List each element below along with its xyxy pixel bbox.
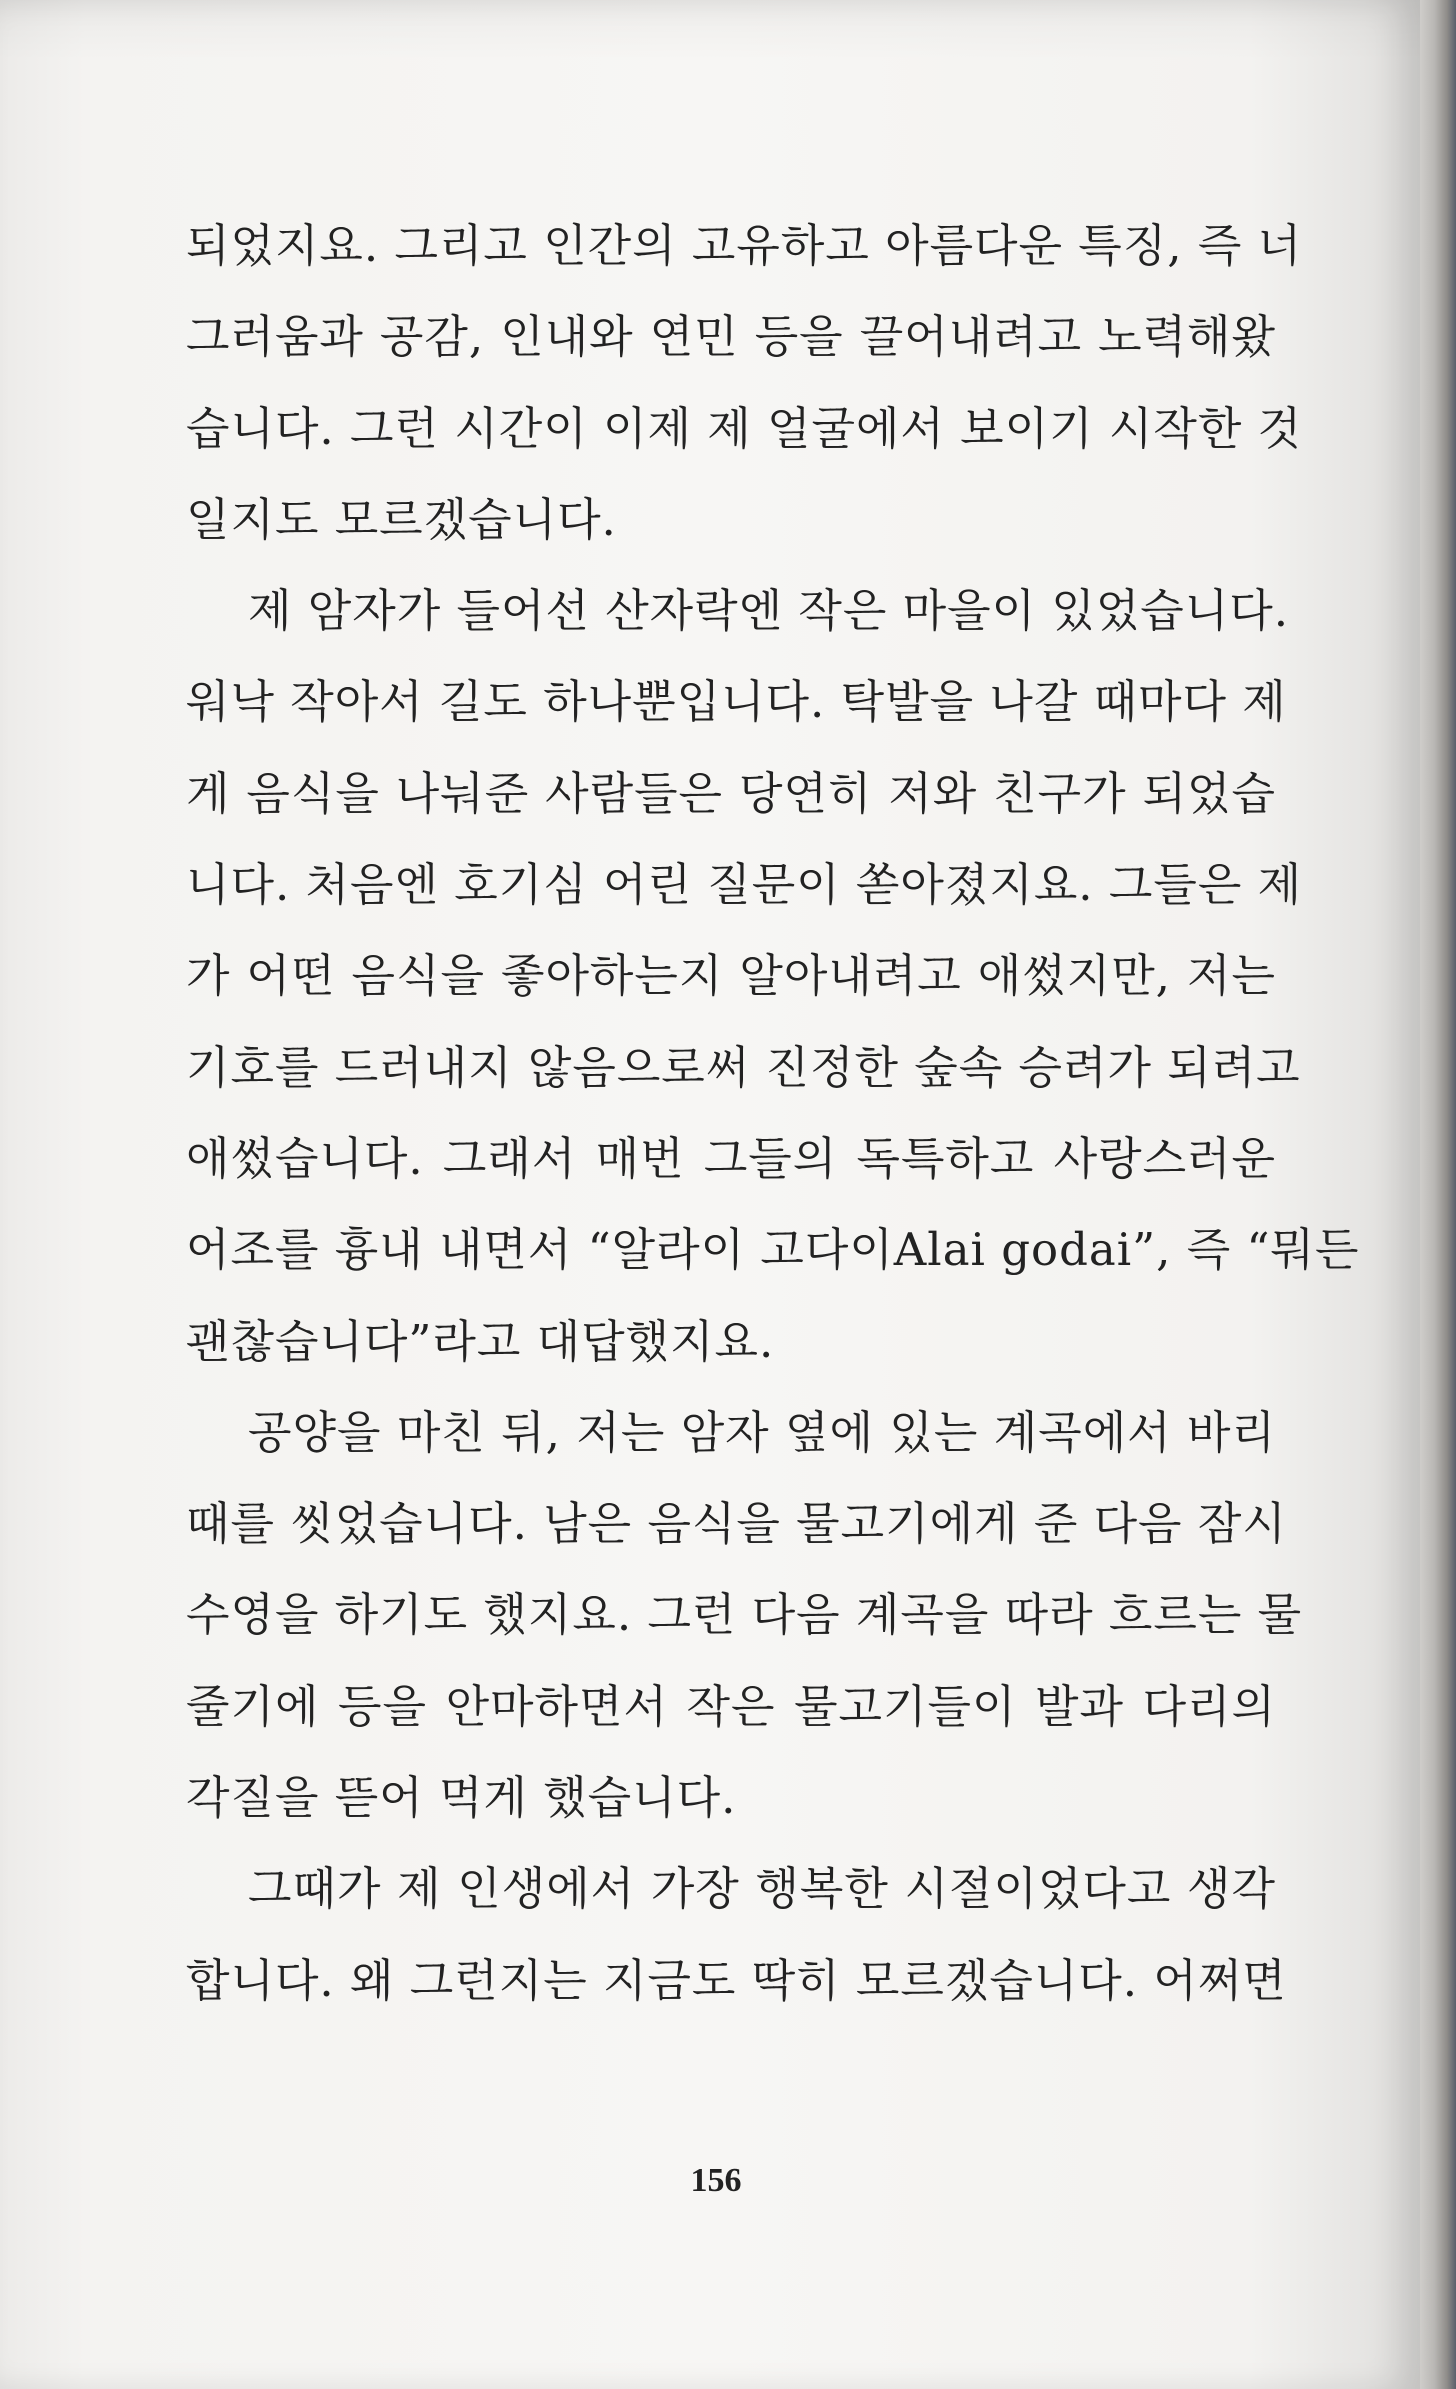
text-line: 괜찮습니다”라고 대답했지요. xyxy=(186,1314,775,1368)
text-line: 워낙 작아서 길도 하나뿐입니다. 탁발을 나갈 때마다 제 xyxy=(186,675,1287,729)
text-line: 제 암자가 들어선 산자락엔 작은 마을이 있었습니다. xyxy=(248,584,1290,638)
text-line: 가 어떤 음식을 좋아하는지 알아내려고 애썼지만, 저는 xyxy=(186,949,1276,1003)
page-number: 156 xyxy=(690,2162,742,2199)
text-line: 공양을 마친 뒤, 저는 암자 옆에 있는 계곡에서 바리 xyxy=(248,1405,1276,1459)
text-line: 수영을 하기도 했지요. 그런 다음 계곡을 따라 흐르는 물 xyxy=(186,1588,1303,1642)
page-shading xyxy=(0,0,1420,60)
text-line: 일지도 모르겠습니다. xyxy=(186,492,617,546)
text-line: 줄기에 등을 안마하면서 작은 물고기들이 발과 다리의 xyxy=(186,1679,1276,1733)
text-line: 때를 씻었습니다. 남은 음식을 물고기에게 준 다음 잠시 xyxy=(186,1497,1287,1551)
text-line: 그때가 제 인생에서 가장 행복한 시절이었다고 생각 xyxy=(248,1862,1276,1916)
text-line: 습니다. 그런 시간이 이제 제 얼굴에서 보이기 시작한 것 xyxy=(186,401,1303,455)
text-line: 되었지요. 그리고 인간의 고유하고 아름다운 특징, 즉 너 xyxy=(186,219,1303,272)
text-line: 어조를 흉내 내면서 “알라이 고다이Alai godai”, 즉 “뭐든 xyxy=(186,1223,1360,1277)
text-line: 각질을 뜯어 먹게 했습니다. xyxy=(186,1771,737,1825)
text-line: 그러움과 공감, 인내와 연민 등을 끌어내려고 노력해왔 xyxy=(186,310,1276,364)
page-edge xyxy=(1420,0,1456,2389)
text-line: 애썼습니다. 그래서 매번 그들의 독특하고 사랑스러운 xyxy=(186,1131,1276,1185)
text-line: 기호를 드러내지 않음으로써 진정한 숲속 승려가 되려고 xyxy=(186,1040,1301,1094)
body-text xyxy=(186,200,1360,2026)
text-line: 니다. 처음엔 호기심 어린 질문이 쏟아졌지요. 그들은 제 xyxy=(186,858,1303,912)
text-line: 합니다. 왜 그런지는 지금도 딱히 모르겠습니다. 어쩌면 xyxy=(186,1953,1287,2007)
text-line: 게 음식을 나눠준 사람들은 당연히 저와 친구가 되었습 xyxy=(186,766,1276,820)
